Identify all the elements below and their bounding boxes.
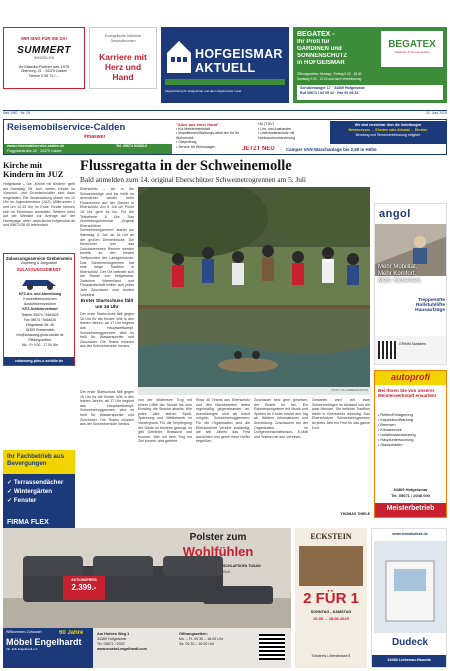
masthead-title1: HOFGEISMAR xyxy=(195,47,283,61)
auto-service-item: • Hauptuntersuchung xyxy=(378,438,414,442)
masthead xyxy=(161,27,289,103)
ad-summert-brand: SUMMERT xyxy=(17,45,71,56)
article-col4: Zuschauer sind gern gesehen, der Eintritt ist frei. Ein Rahmenprogramm mit Musik und Spielen für Kinder rundet den Tag ab. Weitere Informationen und Anmeldung: Zuschauern bei der Organisation im Dorfgemeinschaftshaus, E-Mail und Telefon bei den Vereinen. xyxy=(254,398,308,439)
begatex-hours: Öffnungszeiten: Montag - Freitag 9.00 - 18.00 xyxy=(297,72,362,76)
begatex-contact-box xyxy=(297,85,443,100)
ad-summert-line-b: Obervorg. 21 · 34379 Calden xyxy=(20,69,68,73)
reise-right-box xyxy=(330,121,446,144)
sofa-price-box xyxy=(63,576,105,600)
begatex-street: Schützenanger 17 · 34369 Hofgeismar xyxy=(300,86,365,90)
ango-t1: Treppenlifte xyxy=(417,298,445,303)
ad-summert[interactable] xyxy=(3,27,85,89)
reise-right-l2: Meimbressen → Ehrsten oder Ahnatal → Ehrsten xyxy=(348,128,428,132)
begatex-line3: SONNENSCHUTZ xyxy=(297,53,348,59)
reise-right-l3: Beratung und Terminvereinbarung möglich! xyxy=(355,133,421,137)
article-col3: Etwa 40 Teams aus Eberschütz und den Nachbarorten treten regelmäßig gegeneinander an. Anmeldungen sind ab sofort möglich. Schweinetroggrennen: Für die Organisation sind die Eberschützer Vereine zuständig, die seit Jahren das Fest ausrichten und gerne neue Helfer begrüßen. xyxy=(196,398,250,444)
article-col1-lower-text: Der erste Startschuss fällt gegen 16 Uhr für die Kinder. Wie in den letzten Jahren, ab 17 Uhr beginnt das Hauptwettkampf. Schweinetroggrennen: wird es heiß für Wassersportler und Zuschauer. Die Teams müssen aus der Schweinemolle heraus. xyxy=(80,390,134,427)
ad-jobboerse-headline: Karriere mit Herz und Hand xyxy=(99,52,147,82)
begatex-logo: BEGATEX xyxy=(388,39,436,50)
ango-footer xyxy=(375,336,447,365)
dateline xyxy=(3,110,447,117)
reise-list1-item: • Service für Wohnwagen xyxy=(176,144,216,149)
zulassung-car-icon xyxy=(18,276,62,290)
ad-summert-line-c: Telefon 0 56 74 / ... xyxy=(28,74,60,78)
zulassung-l3: Ausfuhrkennzeichen xyxy=(23,302,57,306)
article-col1-lower xyxy=(80,390,134,516)
ango-addr: GRIMM Sanitären xyxy=(399,342,427,346)
zulassung-web-bar xyxy=(4,357,74,366)
reise-web: www.reisemobilservice-calden.de xyxy=(7,144,65,148)
dudeck-photo xyxy=(374,541,446,633)
left-body: Hofgeismar – Die „Kirche mit Kindern“ geht am Samstag, 28. Juni, weiter. Kinder im Vorschul- und Grundschulalter sind dazu eingeladen. Die Veranstaltung startet um 10 Uhr im Jugendzentrum (JUZ), Millbrunnen 1 und um 12.30 Uhr im Ende. Kinder können sich im Ebenhaus anmelden. Weitere Infos auf der Website zur Anfrage auf der Homepage unter www.kirche-hofgeismar.de und 05671/38 40 telefonisch. xyxy=(3,182,75,228)
zulassung-l1: KFZ-An- und Abmeldung xyxy=(18,292,62,296)
reise-addr: Flugplatzstraße 45 · 34379 Calden xyxy=(7,149,63,153)
ad-dudeck[interactable] xyxy=(371,528,447,668)
article-col1-head: Erster Startschuss fällt um 16 Uhr xyxy=(80,299,134,310)
zulassung-web: zulassung-plus-e-schilde.de xyxy=(14,359,64,363)
article-photo-image xyxy=(138,187,370,395)
auto-service-item: • Inspektion/Wartung xyxy=(378,418,413,422)
article-col1 xyxy=(80,187,134,387)
article-col2: von der Wollensee Trog mit einem Löffel der Schule bis zum Einstieg, die Strecke abseits. Wie jedes Jahr stehen Spaß, Spannung und Wettbewerb im Vordergrund. Für die Verpflegung der Gäste ist bestens gesorgt, es gibt Getränke, Bratwurst und Kuchen. Wer mit dem Trog ins Ziel kommt, wird gefeiert. xyxy=(138,398,192,444)
reise-list2-item: • Um- und Ausbauten xyxy=(258,127,292,131)
begatex-line1: Ihr Profi für xyxy=(297,39,330,45)
sofa-title: Polster zum xyxy=(189,532,247,543)
reise-list2-item: • Unterbodenschutz mit Hohlraumkonservierung xyxy=(258,131,296,140)
eck-days: SONNTAG - SAMSTAG xyxy=(310,610,352,614)
reise-web-bar xyxy=(4,144,172,155)
article-photo xyxy=(138,187,370,395)
eck-name: ECKSTEIN xyxy=(310,532,352,541)
moebel-hours2: Sa. 09.30 – 16.00 Uhr xyxy=(179,642,215,646)
zulassung-l2: Kurzzeitkennzeichen xyxy=(23,297,57,301)
ad-jobboerse-line2: Gesundbrunnen xyxy=(110,39,136,43)
auto-headline: Bei Ihnen Sie von unserer Meisterwerkstatt erwarten! xyxy=(378,388,437,399)
firma-name: FIRMA FLEX xyxy=(7,519,49,526)
zulassung-lines xyxy=(6,292,74,348)
moebel-line: Inh. Erik Engelhardt e.K. xyxy=(6,647,39,651)
sofa-title2: Wohlfühlen xyxy=(182,544,254,559)
ad-summert-sub: IMMOBILIEN xyxy=(33,56,55,60)
masthead-green-bar xyxy=(165,79,285,85)
ad-begatex[interactable] xyxy=(293,27,447,103)
begatex-title: BEGATEX - xyxy=(297,31,335,38)
eck-dates: 20.06. – 28.06.2025 xyxy=(313,616,349,621)
ad-autoprofi[interactable] xyxy=(374,370,447,518)
auto-service-item: • Glasschaden xyxy=(378,443,403,447)
zulassung-title: Zulassungsservice Grebenstein xyxy=(5,256,73,261)
eck-photo xyxy=(299,546,363,586)
dudeck-name: Dudeck xyxy=(391,637,429,648)
ango-products xyxy=(379,298,445,313)
zulassung-addr1: Hofgeismar Str. 46 xyxy=(25,323,55,327)
ango-h1: Mehr Mobilität. xyxy=(378,264,418,270)
auto-service-item: • Klimaservice xyxy=(378,428,402,432)
moebel-qr-icon[interactable] xyxy=(259,634,285,660)
zulassung-mail: info@zulassung-gross-schilde.de xyxy=(16,333,64,337)
fach-items xyxy=(7,478,71,505)
ad-eckstein[interactable] xyxy=(295,528,367,668)
moebel-brand-bar xyxy=(3,628,93,668)
begatex-logo-sub: Gardinen & Sonnenschutz xyxy=(394,50,430,54)
zulassung-fax: Fax 05674 / 9464626 xyxy=(23,318,57,322)
zulassung-hours: Öffnungszeiten: xyxy=(28,338,52,342)
ad-summert-line-a: Ihr Mandla-Partner seit 1975 xyxy=(18,64,70,69)
auto-service-item: • Unfallinstandsetzung xyxy=(378,433,416,437)
article-col1b-text: Der erste Startschuss fällt gegen 16 Uhr für die Kinder. Wie in den letzten Jahren, ab 17 Uhr beginnt das Hauptwettkampf. Schweinetroggrennen: wird es heiß für Wassersportler und Zuschauer. Die Teams müssen aus der Schweinemolle heraus. xyxy=(80,312,134,349)
sofa-sub: Stoff ... xyxy=(223,570,234,574)
ad-zulassung[interactable] xyxy=(3,253,75,366)
ango-t3: Hausaufzüge xyxy=(415,308,445,313)
sofa-desc: SCHLAFSOFA TUSAN xyxy=(223,564,261,568)
dudeck-addr: 34366 Liebenau-Haueda xyxy=(372,655,446,667)
begatex-tel: Ruf 05671 / 92 05 32 · Fax 92 05 33 xyxy=(300,91,359,95)
reise-right-l1: Wir sind erreichbar über die Umleitungen xyxy=(354,123,422,127)
reise-list1-item: • Gasprüfung xyxy=(176,140,197,145)
fach-item: ✓ Fenster xyxy=(7,497,37,504)
eck-big: 2 FÜR 1 xyxy=(303,590,359,607)
sofa-price: 2.399.- xyxy=(71,583,97,592)
moebel-hours1: Mo. – Fr. 09.30 – 18.00 Uhr xyxy=(179,637,223,641)
article-subhead: Bald anmelden zum 14. original Eberschützer Schweinetrogrennen am 5. Juli xyxy=(80,175,306,184)
zulassung-svc: ZULASSUNGSDIENST xyxy=(16,267,62,272)
reise-list2-items xyxy=(258,127,328,140)
begatex-hours2: Samstag 9.00 - 13.00 und nach Vereinbarung xyxy=(297,77,362,81)
eck-addr: Ecksteins Löbenstrasse 8 xyxy=(311,654,351,658)
moebel-hours xyxy=(179,632,251,647)
article-col1-text: Eberschütz – Ab in die Schweinetröge und los heißt es demnächst wieder beim Flussrennen auf der Diemel in Eberschütz. Am 5. Juli um Punkt 16 Uhr geht es los. Für die Teilnehmer 6 Uhr. Das Anmeldungsformular „Original Eberschützer Schweinetrogrennen“ startet am Samstag, 5. Juli, ab 16 Uhr an der großen Diemelbrücke. Die Einwohner und das Zuschauerinnen Rennen werden bereits zu den besten Treffpunkten der Landgemeinde. Das Schweinetrogrennen hat eine lange Tradition in Eberschütz. Der Ort befindet sich am Rande von Hofgeismar. Zwischen Wiesenland und Flusslandschaft treffen sich jedes Jahr Zuschauer zum bunten Volksfest. xyxy=(80,187,134,297)
auto-service-item: • Bremsen xyxy=(378,423,396,427)
moebel-hours-title: Öffnungszeiten: xyxy=(179,632,208,636)
reise-title: Reisemobilservice-Calden xyxy=(7,122,126,133)
fach-item: ✓ Wintergärten xyxy=(7,488,53,495)
auto-items xyxy=(378,413,444,448)
moebel-addr1: Am Hohlen Weg 1 xyxy=(97,632,130,636)
ad-summert-slogan: WIR SING FÜR SIE DA! xyxy=(21,36,67,41)
begatex-line4: in HOFGEISMAR xyxy=(297,60,345,66)
article-caption-bar xyxy=(138,387,370,395)
fach-item: ✓ Terrassendächer xyxy=(7,479,64,486)
reise-list2-title: HU (TÜV) xyxy=(258,122,274,126)
dateline-right: 21. Juni 2025 xyxy=(425,111,447,115)
reise-list1 xyxy=(176,122,254,149)
ad-reisemobil[interactable] xyxy=(3,119,447,155)
reise-van: Camper VAN-Waschanlage bis 2,90 m Höhe xyxy=(286,147,377,152)
dudeck-web: www.teamdudeck.de xyxy=(392,532,428,536)
auto-meister: Meisterbetrieb xyxy=(375,503,446,517)
moebel-addr2: 34369 Hofgeismar xyxy=(97,637,127,641)
begatex-line2: GARDINEN und xyxy=(297,46,342,52)
ango-qr-icon xyxy=(378,341,396,359)
reise-list1-item: • Kfz-Meisterwerkstatt xyxy=(176,127,210,131)
moebel-tel: Tel. 05671 / 2020 xyxy=(97,642,125,646)
moebel-contact xyxy=(97,632,177,652)
article-credit: FOTO: KLV EBERSCHÜTZ xyxy=(331,388,368,392)
reise-jetzt: JETZT NEU xyxy=(242,146,275,152)
reise-brand: #maswer xyxy=(84,134,106,140)
moebel-name: Möbel Engelhardt xyxy=(6,637,82,647)
masthead-title2: AKTUELL xyxy=(195,61,256,75)
ango-t2: Rollstuhllifte xyxy=(415,303,445,308)
moebel-years: 60 Jahre xyxy=(59,630,84,636)
article-headline: Flussregatta in der Schweinemolle xyxy=(80,158,292,174)
auto-service-item: • Reifen/Einlagerung xyxy=(378,413,413,417)
masthead-skyline-icon xyxy=(165,39,193,73)
sofa-price-label: AKTIONSPREIS xyxy=(71,578,97,582)
ango-logo: angol xyxy=(379,208,411,220)
ango-h3: Mehr Sicherheit. xyxy=(378,278,422,284)
auto-brand: autoprofi xyxy=(375,371,446,385)
zulassung-addr2: 34393 Grebenstein xyxy=(25,328,55,332)
ad-jobboerse-line1: Evangelische Jobbörse xyxy=(104,34,142,38)
ango-headline-box xyxy=(375,264,447,290)
ad-moebel-engelhardt[interactable] xyxy=(3,528,291,668)
begatex-logo-box xyxy=(381,31,443,67)
reise-list1-title: "Alles aus einer Hand" xyxy=(176,122,220,127)
ad-jobboerse[interactable] xyxy=(89,27,157,89)
auto-tel: 34369 Hofgeismar xyxy=(393,487,428,492)
reise-tel: Tel. 05674 92300-0 xyxy=(116,144,148,148)
article-col5: Gestartet wird mit zwei Schweinetrögen im Abstand von ein paar Minuten. Die beliebte Tradition bleibt in Eberschütz lebendig. Das Eberschützer Schweinetrogrennen ist jedes Jahr ein Fest für das ganze Dorf. xyxy=(312,398,370,430)
dateline-left: Seit 1987 · Nr. 25 xyxy=(3,111,31,115)
masthead-sub: Tageszeitung für Hofgeismar und das Hofgeismarer Land xyxy=(165,89,242,93)
moebel-welcome: Willkommen Zuhause! xyxy=(6,630,42,634)
ad-ango[interactable] xyxy=(374,203,447,365)
zulassung-sub: Zoneberg & Jungnickel xyxy=(21,261,57,265)
auto-tel2: Tel. 05671 / 2048 000 xyxy=(391,493,430,498)
reise-list2 xyxy=(258,122,328,140)
zulassung-l4: KFZ-Schilderverkauf xyxy=(22,307,58,311)
moebel-sofa-image xyxy=(3,528,291,628)
ango-h2: Mehr Komfort. xyxy=(378,271,417,277)
moebel-web: www.moebel-engelhardt.com xyxy=(97,647,147,651)
zulassung-hours2: Mo - Fr 9.00 - 17.00 Uhr xyxy=(21,343,59,347)
zulassung-tel: Telefon 05674 / 9464620 xyxy=(21,313,59,317)
article-author: THOMAS THIELE xyxy=(340,512,370,516)
left-headline: Kirche mit Kindern im JUZ xyxy=(3,161,64,179)
fach-title: Ihr Fachbetrieb aus Bevergungen xyxy=(3,450,75,474)
reise-list1-item: • Inspektionen/Wartungs-arbei-ten für Ihr Wohnmobil xyxy=(176,131,239,140)
